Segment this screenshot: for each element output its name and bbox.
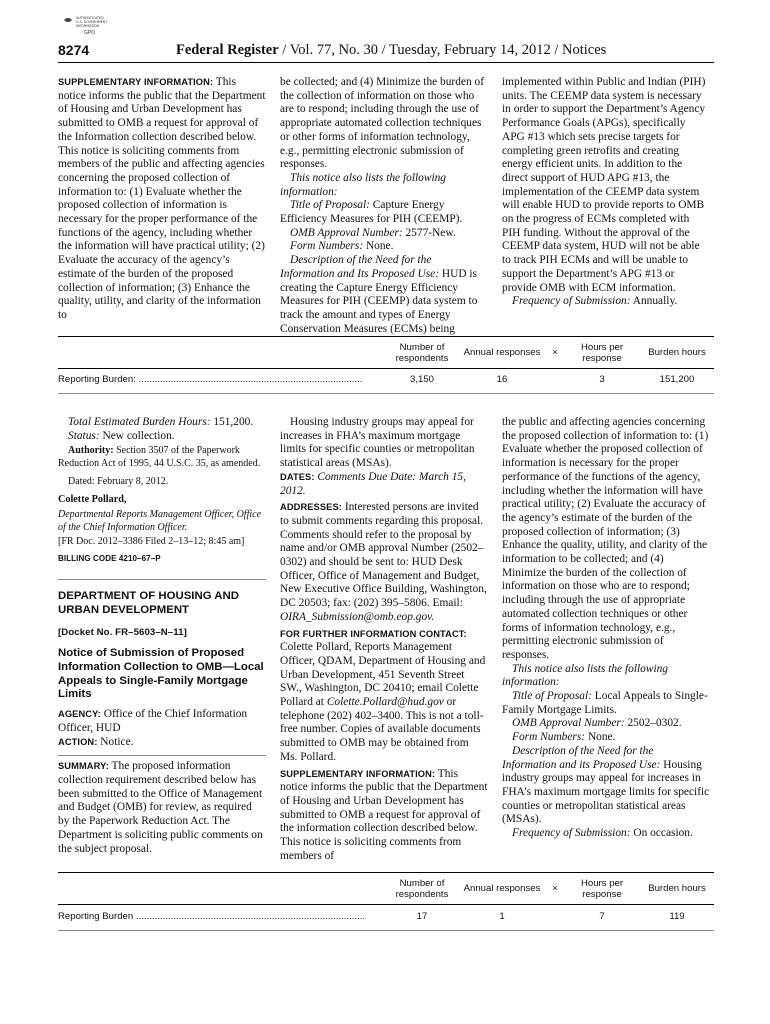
paragraph: This notice also lists the following information: — [280, 171, 446, 198]
row-label: Reporting Burden ...................................................................................... — [58, 910, 366, 922]
field-value: 2577-New. — [402, 226, 456, 239]
intro-paragraph: Housing industry groups may appeal for increases in FHA’s maximum mortgage limits for specific counties or metropolitan statistical areas (MSAs). — [280, 416, 475, 470]
burden-table-2 — [58, 874, 714, 927]
cell-times — [546, 905, 564, 927]
field-label: ADDRESSES: — [280, 502, 342, 513]
field-label: Form Numbers: — [512, 731, 586, 744]
field-label: OMB Approval Number: — [512, 717, 625, 730]
field-label: DATES: — [280, 471, 315, 482]
email-text: Colette.Pollard@hud.gov — [326, 696, 444, 709]
field-value: Comments Due Date: March 15, 2012. — [280, 470, 466, 497]
field-value: Section 3507 of the Paperwork Reduction Act of 1995, 44 U.S.C. 35, as amended. — [58, 445, 261, 469]
field-label: Total Estimated Burden Hours: — [68, 416, 211, 428]
field-label: Description of the Need for the Information and Its Proposed Use: — [280, 254, 440, 280]
summary-divider — [58, 755, 266, 756]
cell-burden: 119 — [669, 910, 685, 922]
field-omb — [280, 227, 488, 241]
field-value: The proposed information collection requirement described below has been submitted to the Office of Management and Budget (OMB) for review, as required by the Paperwork Reduction Act. The Department is soliciting public comments on the subject proposal. — [58, 760, 263, 855]
status — [58, 430, 266, 444]
page-header — [58, 40, 714, 63]
field-value: Colette Pollard, Reports Management Officer, QDAM, Department of Housing and Urban Development, 451 Seventh Street SW., Washington, DC 20410; email Colette Pollard at — [280, 641, 486, 709]
col-hours: Hours per response — [580, 877, 624, 900]
svg-text:AUTHENTICATED: AUTHENTICATED — [76, 16, 104, 20]
col-hours: Hours per response — [580, 341, 624, 364]
total-burden — [58, 416, 266, 430]
field-omb — [502, 717, 710, 731]
further-information — [280, 628, 488, 765]
field-value: 2502–0302. — [624, 717, 682, 730]
paragraph: implemented within Public and Indian (PIH) units. The CEEMP data system is necessary in order to support the Department’s Agency Performance Goals (APGs), specifically APG #13 which sets precise targets for completing green retrofits and creating energy efficient units. In addition to the direct support of HUD APG #13, the implementation of the CEEMP data system will enable HUD to provide reports to OMB on the progress of ECMs completed with PIH funding. Without the approval of the CEEMP data system, HUD will not be able to track PIH ECMs and will be unable to support the Department’s APG #13 or provide OMB with ECM information. — [502, 76, 706, 294]
field-value: 151,200. — [210, 416, 254, 428]
publication-title — [176, 42, 606, 59]
field-forms — [502, 731, 710, 745]
billing-code: BILLING CODE 4210–67–P — [58, 553, 161, 563]
field-value: New collection. — [99, 429, 175, 442]
field-value: Office of the Chief Information Officer, HUD — [58, 708, 248, 734]
col-responses: Annual responses — [463, 883, 541, 895]
field-value: Capture Energy Efficiency Measures for PIH (CEEMP). — [280, 199, 463, 226]
table-header-row — [58, 338, 714, 368]
row-label: Reporting Burden: .................................................................................... — [58, 373, 363, 385]
field-value: or telephone (202) 402–3400. This is not a toll-free number. Copies of available documents submitted to OMB may be obtained from Ms. Pollard. — [280, 696, 484, 763]
table-bottom-rule — [58, 393, 714, 394]
field-value: None. — [363, 240, 394, 253]
field-description — [280, 254, 488, 336]
bottom-column-1 — [58, 416, 266, 856]
col-burden: Burden hours — [648, 883, 706, 895]
authority — [58, 445, 266, 470]
field-label: Frequency of Submission: — [512, 295, 631, 308]
field-title — [280, 199, 488, 226]
col-responses: Annual responses — [463, 347, 541, 359]
page-number: 8274 — [58, 42, 90, 58]
col-respondents: Number of respondents — [395, 341, 449, 364]
paragraph: the public and affecting agencies concerning the proposed collection of information to: (1) Evaluate whether the proposed collection of information is necessary for the proper performance of the functions of the agency, including whether the information will have practical utility; (2) Evaluate the accuracy of the agency’s estimate of the burden of the proposed collection of information; (3) Enhance the quality, utility, and clarity of the information to be collected; and (4) Minimize the burden of the collection of information on those who are to respond; including through the use of appropriate automated collection techniques or other forms of information technology, e.g., permitting electronic submission of responses. — [502, 416, 709, 661]
col-burden: Burden hours — [648, 347, 706, 359]
field-description — [502, 745, 710, 827]
cell-respondents: 3,150 — [409, 373, 434, 385]
supplementary-information — [58, 76, 266, 323]
field-value: This notice informs the public that the Department of Housing and Urban Development has submitted to OMB a request for approval of the information collection described below. This notice is soliciting comments from members of — [280, 767, 488, 862]
table-bottom-rule — [58, 930, 714, 931]
field-value: Annually. — [630, 295, 678, 308]
field-title — [502, 690, 710, 717]
field-value: HUD is creating the Capture Energy Efficiency Measures for PIH (CEEMP) data system to track the amount and types of Energy Conservation Measures (ECMs) being — [280, 267, 478, 335]
col-times: × — [552, 347, 558, 359]
svg-text:GPO: GPO — [84, 30, 95, 36]
top-column-3 — [502, 76, 710, 309]
section-label: SUPPLEMENTARY INFORMATION: — [58, 77, 214, 87]
field-value: Local Appeals to Single-Family Mortgage Limits. — [502, 690, 708, 716]
field-label: OMB Approval Number: — [290, 226, 403, 239]
dates — [280, 471, 488, 498]
bottom-column-3 — [502, 416, 710, 841]
bottom-column-2 — [280, 416, 488, 864]
dated-line: Dated: February 8, 2012. — [68, 476, 169, 488]
col-times: × — [552, 883, 558, 895]
svg-text:U.S. GOVERNMENT: U.S. GOVERNMENT — [76, 20, 108, 24]
action-line — [58, 736, 266, 750]
lists-line: This notice also lists the following information: — [502, 662, 668, 689]
notice-title: Notice of Submission of Proposed Information Collection to OMB—Local Appeals to Single-Family Mortgage Limits — [58, 647, 264, 701]
field-value: Notice. — [97, 735, 134, 748]
signer-name: Colette Pollard, — [58, 493, 127, 505]
paragraph-text: This notice informs the public that the Department of Housing and Urban Development has submitted to OMB a request for approval of the Information collection described below. This notice is soliciting comments from members of the public and affecting agencies concerning the proposed collection of information to: (1) Evaluate whether the proposed collection of information is necessary for the proper performance of the functions of the agency, including whether the information will have practical utility; (2) Evaluate the accuracy of the agency’s estimate of the burden of the proposed collection of information; (3) Enhance the quality, utility, and clarity of the information to — [58, 76, 266, 321]
field-frequency — [502, 295, 710, 309]
agency-heading: DEPARTMENT OF HOUSING AND URBAN DEVELOPMENT — [58, 590, 239, 616]
field-label: Description of the Need for the Information and its Proposed Use: — [502, 744, 661, 771]
table-top-rule — [58, 336, 714, 337]
field-value: Housing industry groups may appeal for increases in FHA’s maximum mortgage limits for specific counties or metropolitan statistical areas (MSAs). — [502, 758, 710, 826]
cell-respondents: 17 — [416, 910, 428, 922]
signer-title: Departmental Reports Management Officer, Office of the Chief Information Officer. — [58, 509, 262, 533]
field-label: ACTION: — [58, 736, 98, 747]
cell-responses: 1 — [499, 910, 505, 922]
cell-hours: 3 — [599, 373, 605, 385]
field-label: AGENCY: — [58, 709, 101, 720]
field-label: Title of Proposal: — [512, 690, 592, 703]
addresses — [280, 501, 488, 624]
cell-times — [546, 369, 564, 389]
col-respondents: Number of respondents — [395, 877, 449, 900]
fr-doc-line: [FR Doc. 2012–3386 Filed 2–13–12; 8:45 am] — [58, 536, 245, 548]
top-column-2 — [280, 76, 488, 336]
email-text: OIRA_Submission@omb.eop.gov. — [280, 610, 435, 623]
top-column-1 — [58, 76, 266, 323]
agency-line — [58, 708, 266, 735]
table-top-rule — [58, 872, 714, 873]
field-label: Status: — [68, 429, 100, 442]
field-label: SUMMARY: — [58, 761, 109, 772]
field-label: FOR FURTHER INFORMATION CONTACT: — [280, 628, 467, 639]
supplementary-information — [280, 768, 488, 864]
table-row — [58, 905, 714, 927]
field-value: Interested persons are invited to submit comments regarding this proposal. Comments should refer to the proposal by name and/or OMB approval Number (2502–0302) and should be sent to: HUD Desk Officer, Office of Management and Budget, New Executive Office Building, Washington, DC 20503; fax: (202) 395–5806. Email: — [280, 501, 487, 610]
svg-text:INFORMATION: INFORMATION — [76, 24, 100, 28]
docket-number: [Docket No. FR–5603–N–11] — [58, 626, 187, 638]
field-frequency — [502, 827, 710, 841]
field-label: Frequency of Submission: — [512, 827, 631, 840]
field-label: Title of Proposal: — [290, 199, 370, 212]
field-forms — [280, 240, 488, 254]
table-header-row — [58, 874, 714, 904]
publication-name: Federal Register — [176, 42, 279, 58]
field-label: Authority: — [68, 445, 114, 457]
summary — [58, 760, 266, 856]
table-row — [58, 369, 714, 389]
burden-table-1 — [58, 338, 714, 389]
paragraph: be collected; and (4) Minimize the burden of the collection of information on those who are to respond; including through the use of appropriate automated collection techniques or other forms of information technology, e.g., permitting electronic submission of responses. — [280, 76, 485, 171]
cell-responses: 16 — [496, 373, 508, 385]
field-label: Form Numbers: — [290, 240, 364, 253]
cell-burden: 151,200 — [659, 373, 695, 385]
section-divider — [58, 579, 266, 580]
field-label: SUPPLEMENTARY INFORMATION: — [280, 768, 436, 779]
cell-hours: 7 — [599, 910, 605, 922]
field-value: None. — [585, 731, 616, 744]
issue-details: / Vol. 77, No. 30 / Tuesday, February 14, 2012 / Notices — [278, 42, 607, 58]
field-value: On occasion. — [630, 827, 693, 840]
